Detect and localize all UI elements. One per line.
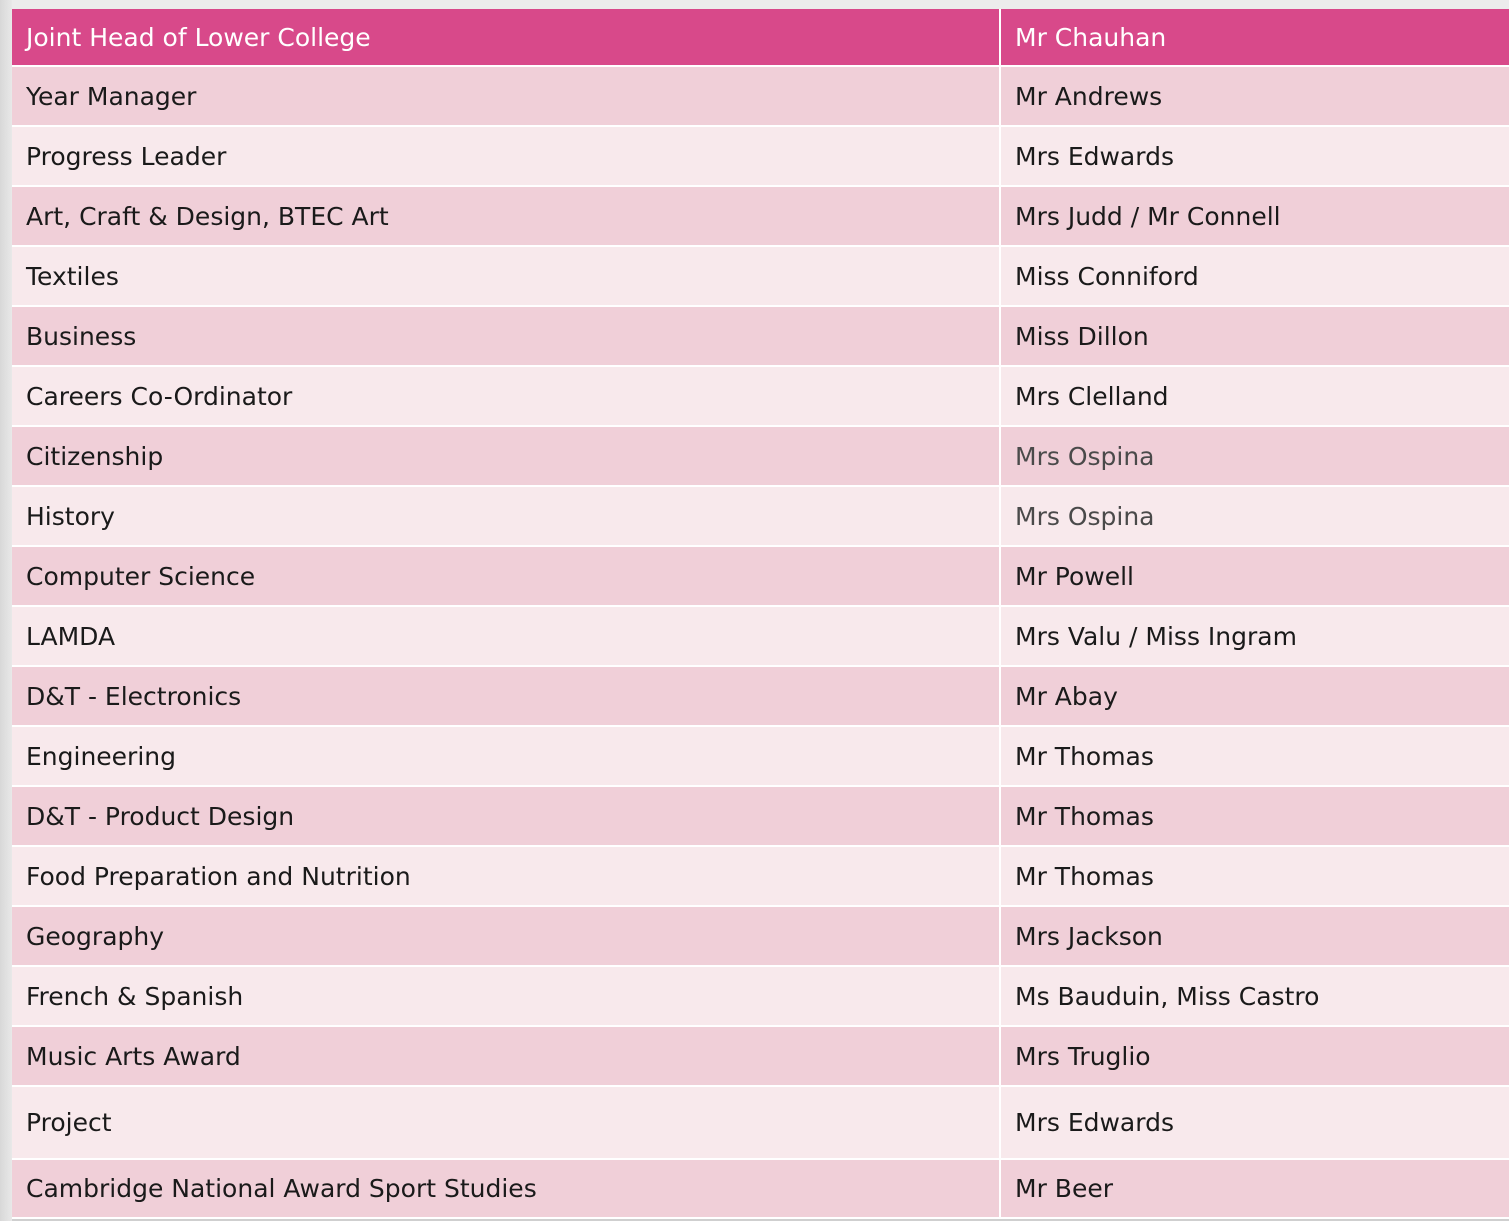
table-row [12, 606, 1509, 666]
subject-cell: D&T - Electronics [12, 666, 1000, 726]
staff-cell: Mrs Edwards [1000, 1086, 1509, 1159]
staff-table [12, 9, 1509, 1219]
subject-cell: Computer Science [12, 546, 1000, 606]
staff-cell: Mrs Truglio [1000, 1026, 1509, 1086]
staff-cell: Miss Conniford [1000, 246, 1509, 306]
subject-cell: Engineering [12, 726, 1000, 786]
table-row [12, 1026, 1509, 1086]
table-row [12, 246, 1509, 306]
table-row [12, 426, 1509, 486]
subject-cell: Cambridge National Award Sport Studies [12, 1159, 1000, 1218]
subject-cell: D&T - Product Design [12, 786, 1000, 846]
table-row [12, 786, 1509, 846]
table-row [12, 306, 1509, 366]
table-row [12, 486, 1509, 546]
table-row [12, 66, 1509, 126]
table-row [12, 1159, 1509, 1218]
table-row [12, 366, 1509, 426]
staff-cell: Miss Dillon [1000, 306, 1509, 366]
staff-cell: Mr Thomas [1000, 726, 1509, 786]
subject-cell: Textiles [12, 246, 1000, 306]
staff-cell: Mrs Valu / Miss Ingram [1000, 606, 1509, 666]
header-staff-cell: Mr Chauhan [1000, 9, 1509, 66]
header-subject-cell: Joint Head of Lower College [12, 9, 1000, 66]
staff-cell: Mrs Ospina [1000, 426, 1509, 486]
table-row [12, 126, 1509, 186]
subject-cell: Citizenship [12, 426, 1000, 486]
subject-cell: Geography [12, 906, 1000, 966]
staff-cell: Mr Powell [1000, 546, 1509, 606]
subject-cell: History [12, 486, 1000, 546]
staff-cell: Mr Abay [1000, 666, 1509, 726]
table-row [12, 846, 1509, 906]
staff-cell: Mr Thomas [1000, 846, 1509, 906]
table-row [12, 966, 1509, 1026]
staff-cell: Mrs Ospina [1000, 486, 1509, 546]
table-row [12, 666, 1509, 726]
subject-cell: Music Arts Award [12, 1026, 1000, 1086]
subject-cell: French & Spanish [12, 966, 1000, 1026]
slide-background [0, 0, 12, 1221]
staff-cell: Ms Bauduin, Miss Castro [1000, 966, 1509, 1026]
staff-cell: Mrs Edwards [1000, 126, 1509, 186]
table-row [12, 726, 1509, 786]
subject-cell: Careers Co-Ordinator [12, 366, 1000, 426]
subject-cell: LAMDA [12, 606, 1000, 666]
staff-cell: Mrs Judd / Mr Connell [1000, 186, 1509, 246]
table-header-row [12, 9, 1509, 66]
subject-cell: Progress Leader [12, 126, 1000, 186]
staff-cell: Mrs Clelland [1000, 366, 1509, 426]
subject-cell: Art, Craft & Design, BTEC Art [12, 186, 1000, 246]
subject-cell: Business [12, 306, 1000, 366]
table-row [12, 1086, 1509, 1159]
table-row [12, 186, 1509, 246]
table-row [12, 546, 1509, 606]
staff-cell: Mr Andrews [1000, 66, 1509, 126]
table-row [12, 906, 1509, 966]
subject-cell: Food Preparation and Nutrition [12, 846, 1000, 906]
subject-cell: Project [12, 1086, 1000, 1159]
subject-cell: Year Manager [12, 66, 1000, 126]
staff-cell: Mr Beer [1000, 1159, 1509, 1218]
staff-cell: Mr Thomas [1000, 786, 1509, 846]
staff-cell: Mrs Jackson [1000, 906, 1509, 966]
